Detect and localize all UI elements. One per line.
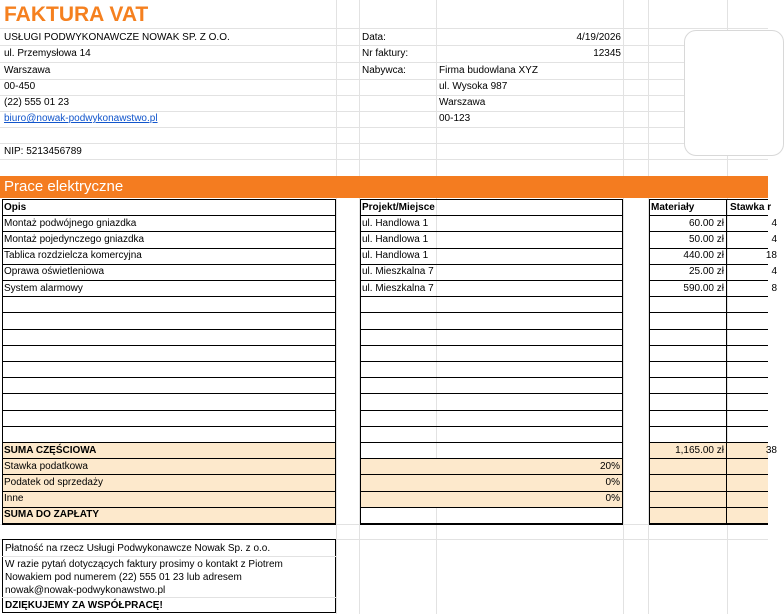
footer-contact-line-1: W razie pytań dotyczących faktury prosimy o kontakt z Piotrem [5,559,283,570]
footer-thanks: DZIĘKUJEMY ZA WSPÓŁPRACĘ! [5,600,163,611]
table-border [649,491,768,492]
other-value: 0% [605,493,620,504]
table-row-project: ul. Handlowa 1 [362,218,429,229]
table-border [2,345,336,346]
seller-city: Warszawa [4,65,51,76]
table-row-desc: Montaż pojedynczego gniazdka [4,234,145,245]
sales-tax-label: Podatek od sprzedaży [4,477,103,488]
table-border [2,329,336,330]
buyer-street: ul. Wysoka 987 [439,81,508,92]
table-border [649,199,650,524]
footer-contact-line-3: nowak@nowak-podwykonawstwo.pl [5,585,166,596]
table-row-rate: 4 [771,218,777,229]
table-border [360,329,623,330]
table-border [360,345,623,346]
table-row-materials: 440.00 zł [683,250,724,261]
invoice-title: FAKTURA VAT [4,3,149,26]
invoice-number-value: 12345 [593,48,621,59]
table-border [360,377,623,378]
header-materials: Materiały [651,202,695,213]
seller-name: USŁUGI PODWYKONAWCZE NOWAK SP. Z O.O. [4,32,230,43]
header-rate: Stawka r [730,202,772,213]
table-border [649,507,768,508]
seller-street: ul. Przemysłowa 14 [4,48,91,59]
subtotal-label: SUMA CZĘŚCIOWA [4,445,97,456]
seller-email-link[interactable]: biuro@nowak-podwykonawstwo.pl [4,113,158,124]
table-border [2,199,3,524]
table-border [2,312,336,313]
total-label: SUMA DO ZAPŁATY [4,509,99,520]
table-row-rate: 4 [771,266,777,277]
seller-phone: (22) 555 01 23 [4,97,70,108]
table-border [2,524,336,525]
subtotal-rate: 38 [765,445,777,456]
table-border [360,199,361,524]
tax-rate-label: Stawka podatkowa [4,461,88,472]
table-row-materials: 50.00 zł [688,234,724,245]
footer-payment: Płatność na rzecz Usługi Podwykonawcze Nowak Sp. z o.o. [5,543,271,554]
gridline [0,127,768,128]
table-border [649,345,768,346]
table-row-materials: 60.00 zł [688,218,724,229]
table-row-materials: 25.00 zł [688,266,724,277]
table-border [360,507,623,508]
header-description: Opis [4,202,27,213]
table-row-desc: Tablica rozdzielcza komercyjna [4,250,142,261]
table-row-rate: 18 [765,250,777,261]
table-border [2,393,336,394]
table-row-rate: 8 [771,283,777,294]
table-row-rate: 4 [771,234,777,245]
table-border [2,361,336,362]
table-border [726,199,727,524]
table-border [622,199,623,524]
table-border [360,410,623,411]
gridline [436,0,437,614]
other-label: Inne [4,493,24,504]
table-border [649,426,768,427]
table-border [360,442,623,443]
table-row-project: ul. Handlowa 1 [362,250,429,261]
seller-postal: 00-450 [4,81,36,92]
table-row-project: ul. Handlowa 1 [362,234,429,245]
table-border [2,426,336,427]
buyer-name: Firma budowlana XYZ [439,65,538,76]
table-border [335,199,336,524]
buyer-label: Nabywca: [362,65,406,76]
buyer-postal: 00-123 [439,113,471,124]
table-border [2,377,336,378]
table-border [649,361,768,362]
table-row-project: ul. Mieszkalna 7 [362,283,434,294]
table-row-desc: Oprawa oświetleniowa [4,266,105,277]
invoice-number-label: Nr faktury: [362,48,409,59]
seller-nip: NIP: 5213456789 [4,146,82,157]
table-border [649,377,768,378]
table-border [360,361,623,362]
gridline [0,28,768,29]
header-project: Projekt/Miejsce [362,202,435,213]
table-border [360,524,623,525]
section-title: Prace elektryczne [4,178,124,195]
logo-placeholder [684,30,784,156]
gridline [336,0,337,614]
table-border [649,393,768,394]
buyer-city: Warszawa [439,97,486,108]
table-border [649,329,768,330]
table-row-materials: 590.00 zł [683,283,724,294]
date-label: Data: [362,32,386,43]
sales-tax-value: 0% [605,477,620,488]
table-border [360,426,623,427]
table-border [2,410,336,411]
table-border [360,312,623,313]
table-border [649,312,768,313]
date-value: 4/19/2026 [576,32,621,43]
table-row-project: ul. Mieszkalna 7 [362,266,434,277]
table-row-desc: System alarmowy [4,283,83,294]
table-border [649,524,768,525]
table-border [360,393,623,394]
gridline [623,0,624,614]
table-border [649,474,768,475]
table-row-desc: Montaż podwójnego gniazdka [4,218,137,229]
tax-rate-value: 20% [599,461,620,472]
table-border [649,410,768,411]
subtotal-materials: 1,165.00 zł [675,445,724,456]
footer-contact-line-2: Nowakiem pod numerem (22) 555 01 23 lub adresem [5,572,242,583]
